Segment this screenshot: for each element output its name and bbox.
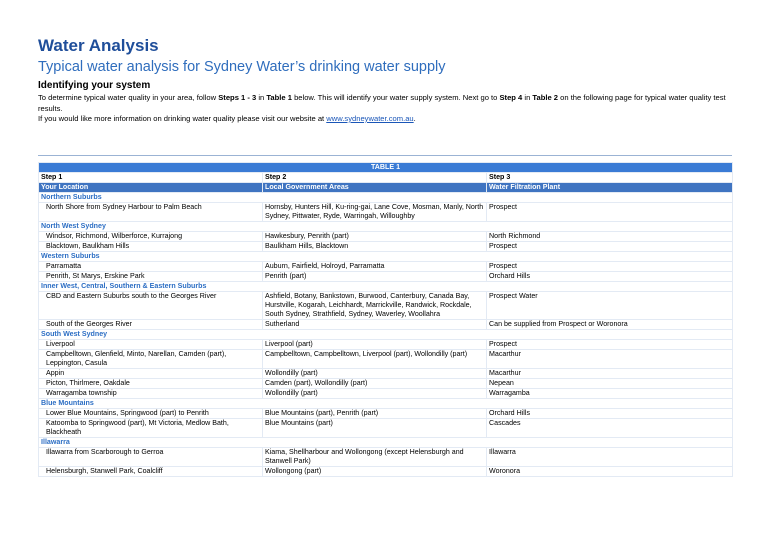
group-row	[39, 282, 733, 292]
lga-cell: Ashfield, Botany, Bankstown, Burwood, Canterbury, Canada Bay, Hurstville, Kogarah, Leichhardt, Marrickville, Randwick, Rockdale, South Sydney, Strathfield, Sydney, Waverley, Woollahra	[263, 292, 487, 320]
plant-cell: North Richmond	[487, 232, 733, 242]
lga-cell: Liverpool (part)	[263, 340, 487, 350]
intro-text-3: below. This will identify your water supply system. Next go to	[291, 93, 500, 102]
location-cell: Picton, Thirlmere, Oakdale	[39, 379, 263, 389]
lga-cell: Blue Mountains (part)	[263, 419, 487, 438]
table-row	[39, 232, 733, 242]
table-row	[39, 419, 733, 438]
lga-cell: Auburn, Fairfield, Holroyd, Parramatta	[263, 262, 487, 272]
steps-row	[39, 173, 733, 183]
location-cell: Penrith, St Marys, Erskine Park	[39, 272, 263, 282]
intro-text-4: in	[522, 93, 533, 102]
location-cell: Liverpool	[39, 340, 263, 350]
intro-paragraph	[38, 93, 732, 114]
divider	[38, 155, 732, 156]
table-row	[39, 448, 733, 467]
page-subtitle: Typical water analysis for Sydney Water’s drinking water supply	[38, 59, 446, 75]
intro-text-5: on the following page for typical water quality test results.	[38, 93, 726, 113]
lga-cell: Baulkham Hills, Blacktown	[263, 242, 487, 252]
table-row	[39, 409, 733, 419]
plant-cell: Nepean	[487, 379, 733, 389]
table-1	[38, 162, 733, 477]
intro-bold-step4: Step 4	[499, 93, 523, 102]
lga-cell: Camden (part), Wollondilly (part)	[263, 379, 487, 389]
plant-cell: Woronora	[487, 467, 733, 477]
table-row	[39, 350, 733, 369]
plant-cell: Warragamba	[487, 389, 733, 399]
plant-cell: Orchard Hills	[487, 272, 733, 282]
plant-cell: Prospect	[487, 203, 733, 222]
table-row	[39, 379, 733, 389]
table-row	[39, 340, 733, 350]
group-name: Blue Mountains	[39, 399, 733, 409]
group-row	[39, 193, 733, 203]
intro-bold-table2: Table 2	[532, 93, 559, 102]
section-heading: Identifying your system	[38, 80, 151, 91]
location-cell: CBD and Eastern Suburbs south to the Georges River	[39, 292, 263, 320]
table-row	[39, 242, 733, 252]
table-caption: TABLE 1	[39, 163, 733, 173]
plant-cell: Prospect	[487, 242, 733, 252]
location-cell: Windsor, Richmond, Wilberforce, Kurrajong	[39, 232, 263, 242]
table-row	[39, 467, 733, 477]
plant-cell: Can be supplied from Prospect or Woronora	[487, 320, 733, 330]
group-name: Illawarra	[39, 438, 733, 448]
lga-cell: Wollongong (part)	[263, 467, 487, 477]
plant-cell: Prospect	[487, 262, 733, 272]
table-caption-row	[39, 163, 733, 173]
plant-cell: Prospect	[487, 340, 733, 350]
location-cell: Campbelltown, Glenfield, Minto, Narellan, Camden (part), Leppington, Casula	[39, 350, 263, 369]
lga-cell: Campbelltown, Campbelltown, Liverpool (part), Wollondilly (part)	[263, 350, 487, 369]
column-header-row	[39, 183, 733, 193]
group-row	[39, 438, 733, 448]
lga-cell: Penrith (part)	[263, 272, 487, 282]
website-text: If you would like more information on drinking water quality please visit our website at	[38, 114, 327, 123]
page-title: Water Analysis	[38, 36, 159, 55]
group-row	[39, 252, 733, 262]
document-header	[38, 36, 732, 125]
location-cell: Helensburgh, Stanwell Park, Coalcliff	[39, 467, 263, 477]
table-row	[39, 320, 733, 330]
group-name: North West Sydney	[39, 222, 733, 232]
lga-cell: Blue Mountains (part), Penrith (part)	[263, 409, 487, 419]
table-row	[39, 272, 733, 282]
lga-cell: Hawkesbury, Penrith (part)	[263, 232, 487, 242]
group-row	[39, 399, 733, 409]
plant-cell: Cascades	[487, 419, 733, 438]
lga-cell: Kiama, Shellharbour and Wollongong (except Helensburgh and Stanwell Park)	[263, 448, 487, 467]
group-name: South West Sydney	[39, 330, 733, 340]
plant-cell: Macarthur	[487, 350, 733, 369]
step-1-label: Step 1	[39, 173, 263, 183]
location-cell: Parramatta	[39, 262, 263, 272]
plant-cell: Illawarra	[487, 448, 733, 467]
column-header-plant: Water Filtration Plant	[487, 183, 733, 193]
step-3-label: Step 3	[487, 173, 733, 183]
intro-bold-table1: Table 1	[266, 93, 292, 102]
location-cell: Appin	[39, 369, 263, 379]
lga-cell: Wollondilly (part)	[263, 389, 487, 399]
location-cell: Illawarra from Scarborough to Gerroa	[39, 448, 263, 467]
group-name: Inner West, Central, Southern & Eastern Suburbs	[39, 282, 733, 292]
website-text-end: .	[413, 114, 416, 123]
group-row	[39, 330, 733, 340]
table-row	[39, 262, 733, 272]
intro-text-1: To determine typical water quality in your area, follow	[38, 93, 219, 102]
table-row	[39, 389, 733, 399]
location-cell: Katoomba to Springwood (part), Mt Victoria, Medlow Bath, Blackheath	[39, 419, 263, 438]
table-row	[39, 292, 733, 320]
lga-cell: Hornsby, Hunters Hill, Ku-ring-gai, Lane Cove, Mosman, Manly, North Sydney, Pittwater, Ryde, Warringah, Willoughby	[263, 203, 487, 222]
column-header-lga: Local Government Areas	[263, 183, 487, 193]
table-row	[39, 203, 733, 222]
step-2-label: Step 2	[263, 173, 487, 183]
location-cell: South of the Georges River	[39, 320, 263, 330]
table-row	[39, 369, 733, 379]
intro-bold-steps: Steps 1 - 3	[218, 93, 257, 102]
lga-cell: Sutherland	[263, 320, 487, 330]
plant-cell: Macarthur	[487, 369, 733, 379]
plant-cell: Orchard Hills	[487, 409, 733, 419]
plant-cell: Prospect Water	[487, 292, 733, 320]
location-cell: Warragamba township	[39, 389, 263, 399]
group-name: Western Suburbs	[39, 252, 733, 262]
lga-cell: Wollondilly (part)	[263, 369, 487, 379]
location-cell: Blacktown, Baulkham Hills	[39, 242, 263, 252]
intro-text-2: in	[256, 93, 267, 102]
group-name: Northern Suburbs	[39, 193, 733, 203]
website-paragraph	[38, 114, 732, 125]
group-row	[39, 222, 733, 232]
location-cell: Lower Blue Mountains, Springwood (part) to Penrith	[39, 409, 263, 419]
location-cell: North Shore from Sydney Harbour to Palm Beach	[39, 203, 263, 222]
website-link[interactable]: www.sydneywater.com.au	[326, 114, 414, 123]
column-header-location: Your Location	[39, 183, 263, 193]
